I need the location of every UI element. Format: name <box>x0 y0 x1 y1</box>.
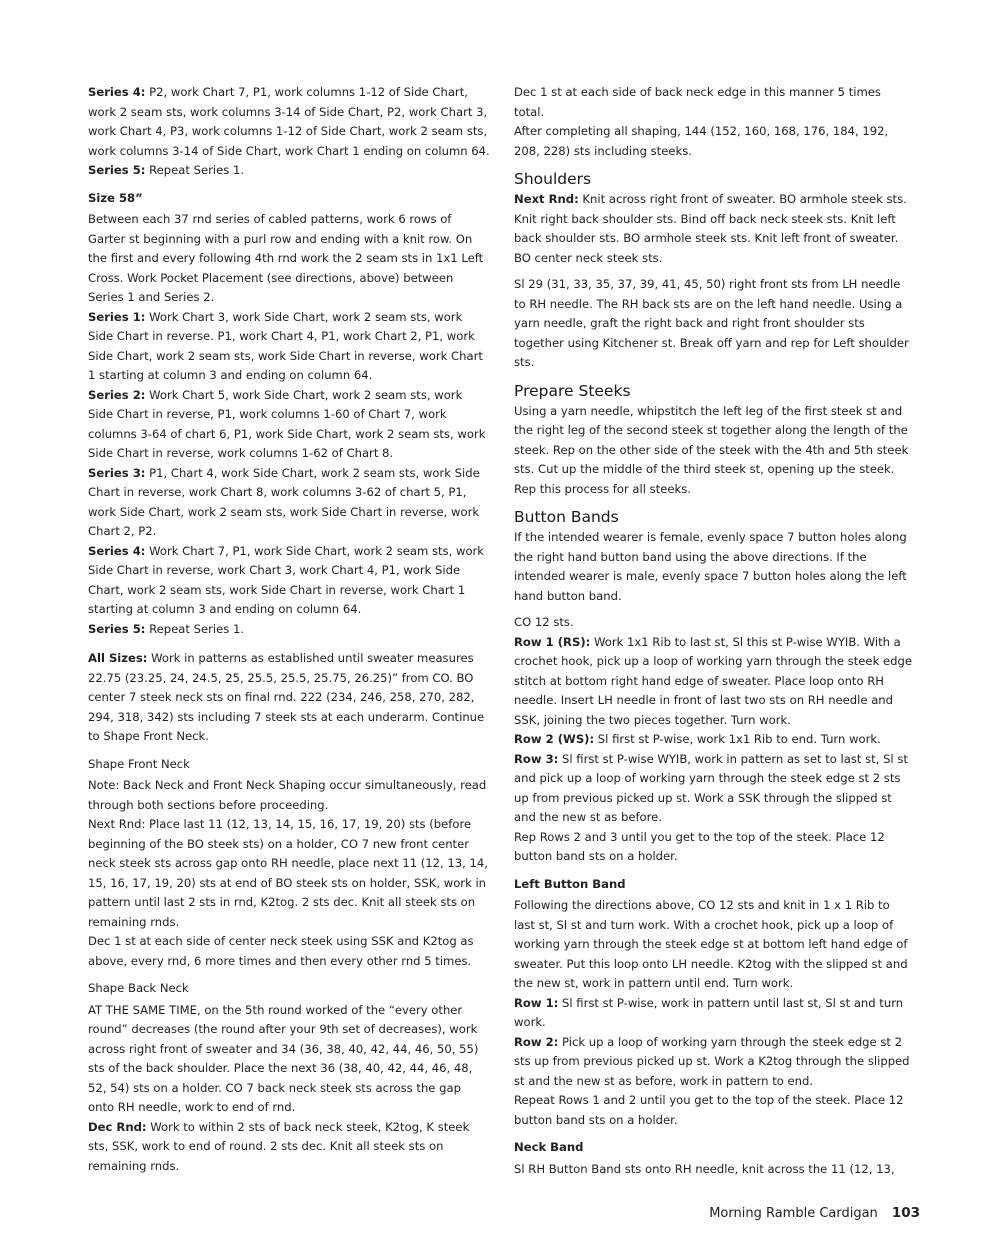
size-58-series-4: Series 4: Work Chart 7, P1, work Side Chart, work 2 seam sts, work Side Chart in reverse, work Chart 3, work Chart 4, P1, work Side Chart, work 2 seam sts, work Side Chart in reverse, work Chart 1 starting at column 3 and ending on column 64. <box>88 543 485 616</box>
back-neck-dec-rnd: Dec Rnd: Work to within 2 sts of back neck steek, K2tog, K steek sts, SSK, work to end of round. 2 sts dec. Knit all steek sts on remaining rnds. <box>88 1119 470 1173</box>
all-sizes-paragraph: All Sizes: Work in patterns as established until sweater measures 22.75 (23.25, 24, 24.5, 25, 25.5, 25.5, 25.75, 26.25)” from CO. BO center 7 steek neck sts on final rnd. 222 (234, 246, 258, 270, 282, 294, 318, 342) sts including 7 steek sts at each underarm. Continue to Shape Front Neck. <box>88 651 485 743</box>
size-58-series-1: Series 1: Work Chart 3, work Side Chart, work 2 seam sts, work Side Chart in reverse. P1, work Chart 4, P1, work Chart 2, P1, work Side Chart, work 2 seam sts, work Side Chart in reverse, work Chart 1 starting at column 3 and ending on column 64. <box>88 309 483 382</box>
footer-title: Morning Ramble Cardigan <box>709 1206 878 1221</box>
shoulders-graft: Sl 29 (31, 33, 35, 37, 39, 41, 45, 50) right front sts from LH needle to RH needle. The RH back sts are on the left hand needle. Using a yarn needle, graft the right back and right front shoulder sts together using Kitchener st. Break off yarn and rep for Left shoulder sts. <box>514 277 909 369</box>
repeat-rows-2-3: Rep Rows 2 and 3 until you get to the top of the steek. Place 12 button band sts on a holder. <box>514 829 885 863</box>
left-column <box>88 83 490 1176</box>
page-footer <box>709 1205 920 1221</box>
co-12-sts: CO 12 sts. <box>514 615 574 629</box>
button-bands-text: If the intended wearer is female, evenly space 7 button holes along the right hand button band using the above directions. If the intended wearer is male, evenly space 7 button holes along the left hand button band. <box>514 530 907 603</box>
size-58-series-2: Series 2: Work Chart 5, work Side Chart, work 2 seam sts, work Side Chart in reverse, P1, work columns 1-60 of Chart 7, work columns 3-64 of chart 6, P1, work Side Chart, work 2 seam sts, work Side Chart in reverse, work columns 1-62 of Chart 8. <box>88 387 486 460</box>
row-1-rs: Row 1 (RS): Work 1x1 Rib to last st, Sl this st P-wise WYIB. With a crochet hook, pick up a loop of working yarn through the steek edge stitch at bottom right hand edge of sweater. Place loop onto RH needle. Insert LH needle in front of last two sts on RH needle and SSK, joining the two pieces together. Turn work. <box>514 634 912 727</box>
series-4-paragraph: Series 4: P2, work Chart 7, P1, work columns 1-12 of Side Chart, work 2 seam sts, work columns 3-14 of Side Chart, P2, work Chart 3, work Chart 4, P3, work columns 1-12 of Side Chart, work 2 seam sts, work columns 3-14 of Side Chart, work Chart 1 ending on column 64. <box>88 85 490 158</box>
prepare-steeks-text: Using a yarn needle, whipstitch the left leg of the first steek st and the right leg of the second steek st together along the length of the steek. Rep on the other side of the steek with the 4th and 5th steek sts. Cut up the middle of the third steek st, opening up the steek. Rep this process for all steeks. <box>514 403 909 496</box>
neck-band-heading: Neck Band <box>514 1140 584 1154</box>
shape-back-neck-heading: Shape Back Neck <box>88 981 189 995</box>
series-5-paragraph: Series 5: Repeat Series 1. <box>88 163 245 177</box>
size-58-series-3: Series 3: P1, Chart 4, work Side Chart, work 2 seam sts, work Side Chart in reverse, work Chart 8, work columns 3-62 of chart 5, P1, work Side Chart, work 2 seam sts, work Side Chart in reverse, work Chart 2, P2. <box>88 465 480 538</box>
prepare-steeks-heading: Prepare Steeks <box>514 381 631 400</box>
left-band-row-2: Row 2: Pick up a loop of working yarn through the steek edge st 2 sts up from previous picked up st. Work a K2tog through the slipped st and the new st as before, work in pattern to end. <box>514 1034 910 1088</box>
shoulders-next-rnd: Next Rnd: Knit across right front of sweater. BO armhole steek sts. Knit right back shoulder sts. Bind off back neck steek sts. Knit left back shoulder sts. BO armhole steek sts. Knit left front of sweater. BO center neck steek sts. <box>514 192 907 265</box>
row-3: Row 3: Sl first st P-wise WYIB, work in pattern as set to last st, Sl st and pick up a loop of working yarn through the steek edge st 2 sts up from previous picked up st. Work a SSK through the slipped st and the new st as before. <box>514 751 908 824</box>
left-button-band-heading: Left Button Band <box>514 876 626 891</box>
right-column <box>514 83 914 1179</box>
size-58-heading: Size 58” <box>88 190 143 205</box>
repeat-rows-1-2: Repeat Rows 1 and 2 until you get to the top of the steek. Place 12 button band sts on a holder. <box>514 1093 904 1127</box>
button-bands-heading: Button Bands <box>514 508 619 526</box>
size-58-intro: Between each 37 rnd series of cabled patterns, work 6 rows of Garter st beginning with a purl row and ending with a knit row. On the first and every following 4th rnd work the 2 seam sts in 1x1 Left Cross. Work Pocket Placement (see directions, above) between Series 1 and Series 2. <box>88 212 484 304</box>
back-neck-text: AT THE SAME TIME, on the 5th round worked of the “every other round” decreases (the round after your 9th set of decreases), work across right front of sweater and 34 (36, 38, 40, 42, 44, 46, 50, 55) sts of the back shoulder. Place the next 36 (38, 40, 42, 44, 46, 48, 52, 54) sts on a holder. CO 7 back neck steek sts across the gap onto RH needle, work to end of rnd. <box>88 1002 479 1114</box>
size-58-series-5: Series 5: Repeat Series 1. <box>88 621 245 636</box>
front-neck-note: Note: Back Neck and Front Neck Shaping occur simultaneously, read through both sections before proceeding. <box>88 778 487 812</box>
shape-front-neck-heading: Shape Front Neck <box>88 756 190 771</box>
front-neck-dec: Dec 1 st at each side of center neck steek using SSK and K2tog as above, every rnd, 6 more times and then every other rnd 5 times. <box>88 934 474 968</box>
left-button-band-text: Following the directions above, CO 12 sts and knit in 1 x 1 Rib to last st, Sl st and turn work. With a crochet hook, pick up a loop of working yarn through the steek edge st at bottom left hand edge of sweater. Put this loop onto LH needle. K2tog with the slipped st and the new st, work in pattern until end. Turn work. <box>514 898 908 990</box>
page-number: 103 <box>891 1205 920 1221</box>
dec-back-neck-edge: Dec 1 st at each side of back neck edge in this manner 5 times total. <box>514 85 881 119</box>
row-2-ws: Row 2 (WS): Sl first st P-wise, work 1x1 Rib to end. Turn work. <box>514 732 881 746</box>
after-shaping: After completing all shaping, 144 (152, 160, 168, 176, 184, 192, 208, 228) sts including steeks. <box>514 124 889 158</box>
neck-band-text: Sl RH Button Band sts onto RH needle, knit across the 11 (12, 13, <box>514 1161 895 1176</box>
left-band-row-1: Row 1: Sl first st P-wise, work in pattern until last st, Sl st and turn work. <box>514 995 904 1029</box>
front-neck-next-rnd: Next Rnd: Place last 11 (12, 13, 14, 15, 16, 17, 19, 20) sts (before beginning of the BO steek sts) on a holder, CO 7 new front center neck steek sts across gap onto RH needle, place next 11 (12, 13, 14, 15, 16, 17, 19, 20) sts at end of BO steek sts on holder, SSK, work in pattern until last 2 sts in rnd, K2tog. 2 sts dec. Knit all steek sts on remaining rnds. <box>88 817 488 929</box>
shoulders-heading: Shoulders <box>514 170 592 188</box>
